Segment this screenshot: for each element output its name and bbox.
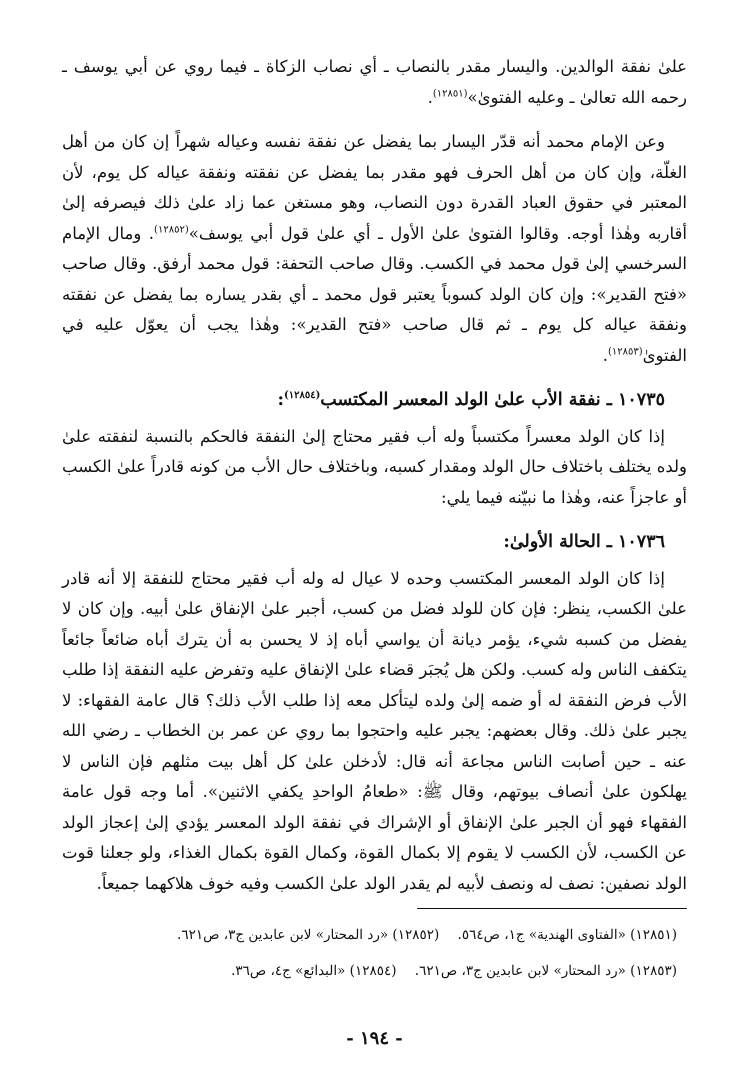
paragraph-2-end: . — [602, 345, 608, 365]
paragraph-2-middle: . ومال الإمام السرخسي إلىٰ قول محمد في الكسب. وقال صاحب التحفة: قول محمد أرفق. وقال صاحب «فتح القدير»: وإن كان الولد كسوباً يعتبر قول محمد ـ أي بقدر يساره بما يفضل عن نفقته ونفقة عياله كل يوم ـ ثم قال صاحب «فتح القدير»: وهٰذا يجب أن يعوّل عليه في الفتوىٰ — [62, 223, 687, 365]
paragraph-4-text: إذا كان الولد المعسر المكتسب وحده لا عيال له وله أب فقير محتاج للنفقة إلا أنه قادر علىٰ الكسب، ينظر: فإن كان للولد فضل من كسب، أجبر علىٰ الإنفاق علىٰ أبيه. وإن كان لا يفضل من كسبه شيء، يؤمر ديانة أن يواسي أباه إذ لا يحسن به أن يترك أباه ضائعاً جائعاً يتكفف الناس وله كسب. ولكن هل يُجبَر قضاء علىٰ الإنفاق عليه وتفرض عليه النفقة إذا طلب الأب فرض النفقة له أو ضمه إلىٰ ولده ليتأكل معه إذا طلب الأب ذلك؟ قال عامة الفقهاء: لا يجبر علىٰ ذلك. وقال بعضهم: يجبر عليه واحتجوا بما روي عن عمر بن الخطاب ـ رضي الله عنه ـ حين أصابت الناس مجاعة أنه قال: لأدخلن علىٰ كل أهل بيت مثلهم فإن الناس لا يهلكون علىٰ أنصاف بيوتهم، وقال ﷺ: «طعامُ الواحدِ يكفي الاثنين». أما وجه قول عامة الفقهاء فهو أن الجبر علىٰ الإنفاق أو الإشراك في نفقة الولد المعسر يؤدي إلىٰ إعجاز الولد عن الكسب، لأن الكسب لا يقوم إلا بكمال القوة، وكمال القوة بكمال الغذاء، ولو جعلنا قوت الولد نصفين: نصف له ونصف لأبيه لم يقدر الولد علىٰ الكسب وفيه خوف هلاكهما جميعاً. — [62, 568, 687, 893]
footnote-line-2 — [62, 959, 687, 983]
footnote-ref-12852[interactable]: (١٢٨٥٢) — [154, 224, 189, 235]
paragraph-2 — [62, 127, 687, 371]
section-heading-10735-text: ١٠٧٣٥ ـ نفقة الأب علىٰ الولد المعسر المكتسب — [320, 390, 665, 410]
footnote-12851: (١٢٨٥١) «الفتاوى الهندية» ج١، ص٥٦٤. — [457, 927, 677, 943]
footnotes — [62, 908, 687, 995]
footnote-12852: (١٢٨٥٢) «رد المحتار» لابن عابدين ج٣، ص٦٢١. — [177, 927, 440, 943]
section-heading-10736-text: ١٠٧٣٦ ـ الحالة الأولىٰ: — [503, 532, 665, 552]
paragraph-2-text: وعن الإمام محمد أنه قدّر اليسار بما يفضل عن نفقة نفسه وعياله شهراً إن كان من أهل الغلّة، وإن كان من أهل الحرف فهو مقدر بما يفضل عن نفقته ونفقة عياله كل يوم، لأن المعتبر في حقوق العباد القدرة دون النصاب، وهو مستغن عما زاد علىٰ ذلك فيصرفه إلىٰ أقاربه وهٰذا أوجه. وقالوا الفتوىٰ علىٰ الأول ـ أي علىٰ قول أبي يوسف» — [62, 132, 687, 243]
page-number: - ١٩٤ - — [346, 1028, 403, 1049]
paragraph-3 — [62, 422, 687, 514]
section-heading-10735-end: : — [277, 390, 284, 410]
footnote-divider — [417, 908, 687, 909]
paragraph-3-text: إذا كان الولد معسراً مكتسباً وله أب فقير محتاج إلىٰ النفقة فالحكم بالنسبة لنفقته علىٰ ولده يختلف باختلاف حال الولد ومقدار كسبه، وباختلاف حال الأب من كونه قادراً علىٰ الكسب أو عاجزاً عنه، وهٰذا ما نبيّنه فيما يلي: — [62, 426, 687, 507]
footnote-ref-12853[interactable]: (١٢٨٥٣) — [607, 346, 643, 357]
footnote-ref-12854[interactable]: (١٢٨٥٤) — [283, 390, 321, 402]
footnote-ref-12851[interactable]: (١٢٨٥١) — [432, 88, 468, 99]
page-body — [62, 52, 687, 913]
footnote-12853: (١٢٨٥٣) «رد المحتار» لابن عابدين ج٣، ص٦٢١. — [414, 963, 677, 979]
paragraph-1 — [62, 52, 687, 113]
section-heading-10735 — [62, 385, 687, 416]
section-heading-10736 — [62, 527, 687, 558]
footnote-12854: (١٢٨٥٤) «البدائع» ج٤، ص٣٦. — [231, 963, 397, 979]
paragraph-1-end: . — [427, 87, 433, 107]
paragraph-4 — [62, 564, 687, 900]
footnote-line-1 — [62, 923, 687, 947]
paragraph-1-text: علىٰ نفقة الوالدين. واليسار مقدر بالنصاب ـ أي نصاب الزكاة ـ فيما روي عن أبي يوسف ـ رحمه الله تعالىٰ ـ وعليه الفتوىٰ» — [62, 57, 687, 107]
